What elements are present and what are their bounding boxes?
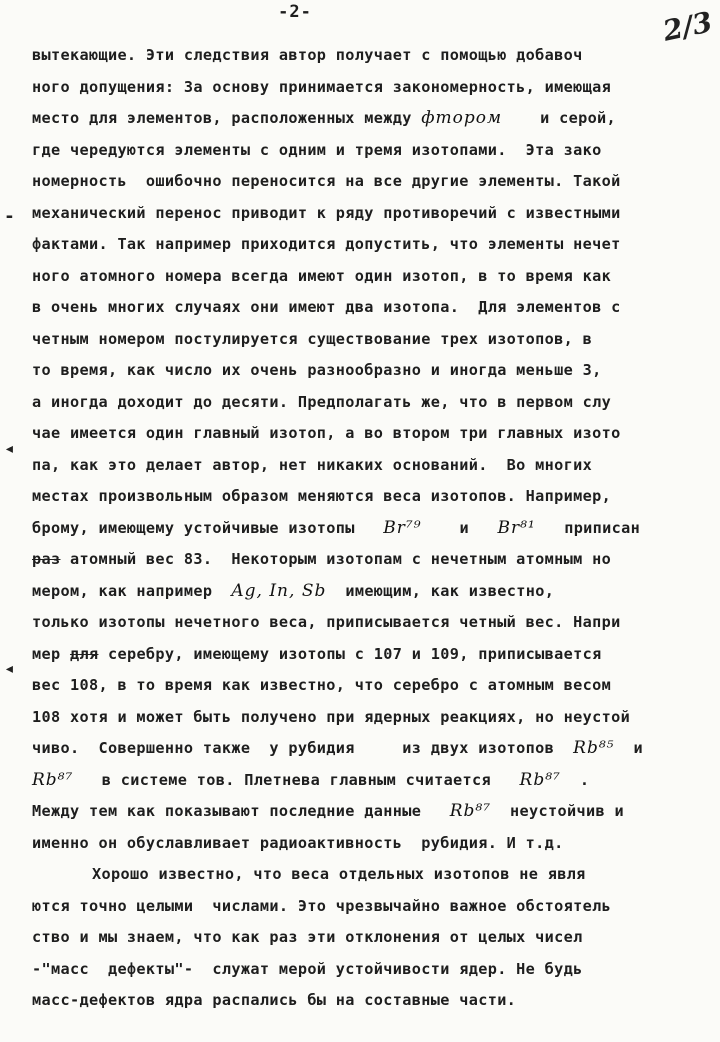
text-segment: вес 108, в то время как известно, что серебро с атомным весом [32, 676, 612, 694]
text-segment: место для элементов, расположенных между [32, 109, 422, 127]
text-segment: механический перенос приводит к ряду противоречий с известными [32, 203, 621, 222]
handwritten-insert: Ag, In, Sb [231, 580, 327, 601]
text-segment: масс-дефектов ядра распались бы на составные части. [32, 991, 517, 1009]
text-segment: ного атомного номера всегда имеют один изотоп, в то время как [32, 266, 612, 285]
text-segment: чиво. Совершенно также у рубидия из двух изотопов [32, 739, 574, 757]
text-segment: фактами. Так например приходится допустить, что элементы нечет [32, 235, 621, 253]
text-segment: брому, имеющему устойчивые изотопы [32, 518, 384, 537]
text-line [32, 828, 712, 860]
text-segment: а иногда доходит до десяти. Предполагать же, что в первом слу [32, 392, 612, 411]
text-segment: атомный вес 83. Некоторым изотопам с нечетным атомным но [60, 550, 612, 568]
text-line [32, 324, 712, 356]
margin-arrow-mark: ◂ [4, 658, 15, 679]
text-line [32, 702, 712, 734]
text-line [32, 544, 712, 576]
text-line [32, 40, 712, 72]
struck-text: для [69, 644, 99, 663]
text-line [32, 261, 712, 293]
typewritten-text-body [32, 40, 712, 1017]
text-line [32, 891, 712, 923]
text-segment: местах произвольным образом меняются веса изотопов. Например, [32, 487, 612, 505]
handwritten-insert: Rb⁸⁷ [449, 801, 492, 821]
struck-text: раз [32, 550, 61, 568]
text-line [32, 576, 712, 608]
text-line [32, 135, 712, 167]
text-line [32, 103, 712, 135]
text-line [32, 954, 712, 986]
handwritten-insert: Br⁸¹ [497, 517, 536, 538]
handwritten-insert: Rb⁸⁵ [573, 738, 615, 758]
text-segment: Между тем как показывают последние данные [32, 802, 450, 820]
text-segment: приписан [535, 518, 641, 537]
text-segment: ство и мы знаем, что как раз эти отклонения от целых чисел [32, 928, 583, 946]
text-line [32, 450, 712, 482]
text-segment: номерность ошибочно переносится на все другие элементы. Такой [32, 172, 621, 190]
handwritten-insert: фтором [421, 108, 503, 128]
text-segment: мером, как например [32, 581, 232, 600]
text-segment: где чередуются элементы с одним и тремя изотопами. Эта зако [32, 140, 602, 159]
text-segment: . [560, 770, 590, 789]
handwritten-page-mark: 2/3 [659, 5, 715, 48]
text-line [32, 985, 712, 1017]
handwritten-insert: Rb⁸⁷ [32, 769, 74, 790]
text-segment: 108 хотя и может быть получено при ядерных реакциях, но неустой [32, 707, 631, 726]
text-line [32, 670, 712, 702]
text-segment: па, как это делает автор, нет никаких оснований. Во многих [32, 455, 593, 474]
text-segment: и серой, [502, 109, 617, 127]
text-segment: мер [32, 644, 70, 663]
text-line [32, 513, 712, 545]
page-number: -2- [278, 2, 312, 22]
text-segment: серебру, имеющему изотопы с 107 и 109, приписывается [98, 644, 602, 663]
text-segment: Хорошо известно, что веса отдельных изотопов не явля [92, 865, 586, 883]
text-line [32, 639, 712, 671]
text-segment: -"масс дефекты"- служат мерой устойчивости ядер. Не будь [32, 959, 583, 978]
text-segment: в очень многих случаях они имеют два изотопа. Для элементов с [32, 298, 621, 316]
text-segment: в системе тов. Плетнева главным считается [73, 770, 520, 789]
text-line [32, 229, 712, 261]
text-segment: ются точно целыми числами. Это чрезвычайно важное обстоятель [32, 896, 612, 915]
text-segment: и [421, 518, 498, 537]
handwritten-insert: Br⁷⁹ [383, 517, 422, 538]
text-line [32, 72, 712, 104]
text-line [32, 922, 712, 954]
text-segment: неустойчив и [491, 802, 624, 820]
text-line [32, 355, 712, 387]
text-segment: вытекающие. Эти следствия автор получает с помощью добавоч [32, 46, 583, 64]
text-segment: чае имеется один главный изотоп, а во втором три главных изото [32, 424, 621, 442]
text-segment: имеющим, как известно, [326, 581, 555, 600]
text-segment: ного допущения: За основу принимается закономерность, имеющая [32, 77, 612, 96]
handwritten-insert: Rb⁸⁷ [519, 769, 561, 790]
text-line [32, 607, 712, 639]
text-line [32, 765, 712, 797]
text-line [32, 796, 712, 828]
text-line [32, 198, 712, 230]
text-line [32, 166, 712, 198]
text-segment: четным номером постулируется существование трех изотопов, в [32, 329, 593, 348]
text-line [32, 292, 712, 324]
text-line [32, 387, 712, 419]
text-segment: именно он обуславливает радиоактивность рубидия. И т.д. [32, 833, 564, 852]
text-line [32, 418, 712, 450]
text-segment: то время, как число их очень разнообразно и иногда меньше 3, [32, 361, 602, 379]
text-line [32, 481, 712, 513]
text-line [32, 733, 712, 765]
text-segment: только изотопы нечетного веса, приписывается четный вес. Напри [32, 613, 621, 631]
text-line [32, 859, 712, 891]
text-segment: и [614, 739, 643, 757]
margin-tick-mark: - [4, 206, 15, 227]
margin-arrow-mark: ◂ [4, 438, 15, 459]
